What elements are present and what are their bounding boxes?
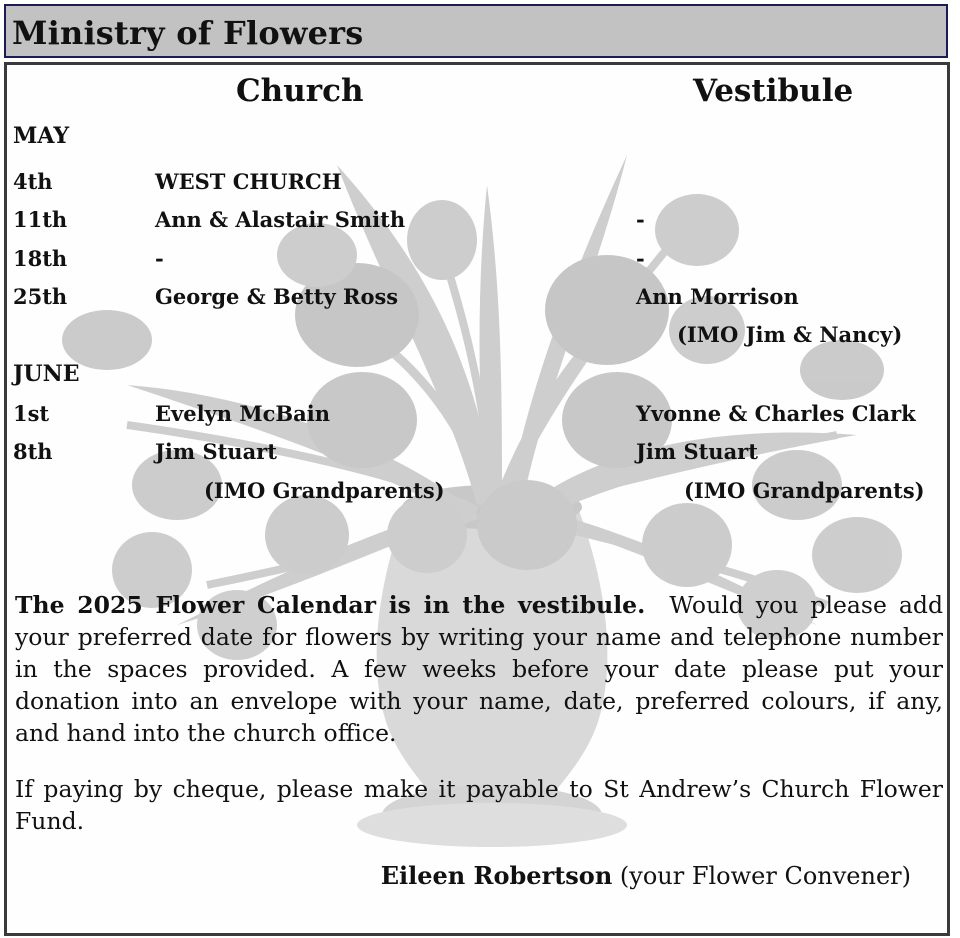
- rota-date: 11th: [13, 207, 68, 232]
- rota-date: 4th: [13, 169, 53, 194]
- page-title: Ministry of Flowers: [12, 14, 364, 52]
- month-label: MAY: [13, 123, 70, 149]
- cheque-notice: If paying by cheque, please make it payable to St Andrew’s Church Flower Fund.: [15, 775, 943, 835]
- rota-vestibule: -: [636, 207, 645, 232]
- rota-church: -: [155, 246, 164, 271]
- rota-vestibule: Yvonne & Charles Clark: [636, 401, 916, 426]
- signature-role: (your Flower Convener): [619, 862, 911, 890]
- column-header-church: Church: [236, 73, 364, 109]
- signature: [381, 861, 911, 890]
- rota-church: George & Betty Ross: [155, 284, 399, 309]
- rota-church-note: (IMO Grandparents): [204, 478, 445, 503]
- rota-vestibule-note: (IMO Grandparents): [684, 478, 925, 503]
- calendar-notice: [15, 589, 943, 749]
- rota-date: 18th: [13, 246, 68, 271]
- rota-date: 8th: [13, 439, 53, 464]
- content-frame: [4, 62, 950, 936]
- calendar-notice-lead: The 2025 Flower Calendar is in the vestibule.: [15, 591, 646, 619]
- rota-church: Jim Stuart: [155, 439, 277, 464]
- rota-vestibule-note: (IMO Jim & Nancy): [677, 322, 903, 347]
- rota-date: 25th: [13, 284, 68, 309]
- column-header-vestibule: Vestibule: [693, 73, 854, 109]
- rota-vestibule: Jim Stuart: [636, 439, 758, 464]
- calendar-notice-body: Would you please add your preferred date for flowers by writing your name and telephone number in the spaces provided. A few weeks before your date please put your donation into an envelope with your name, date, preferred colours, if any, and hand into the church office.: [15, 591, 943, 747]
- rota-church: WEST CHURCH: [155, 169, 342, 194]
- rota-church: Evelyn McBain: [155, 401, 330, 426]
- rota-church: Ann & Alastair Smith: [155, 207, 406, 232]
- signature-name: Eileen Robertson: [380, 861, 613, 890]
- title-bar: [4, 4, 948, 58]
- month-label: JUNE: [13, 361, 80, 387]
- rota-vestibule: Ann Morrison: [636, 284, 799, 309]
- rota-vestibule: -: [636, 246, 645, 271]
- rota-date: 1st: [13, 401, 50, 426]
